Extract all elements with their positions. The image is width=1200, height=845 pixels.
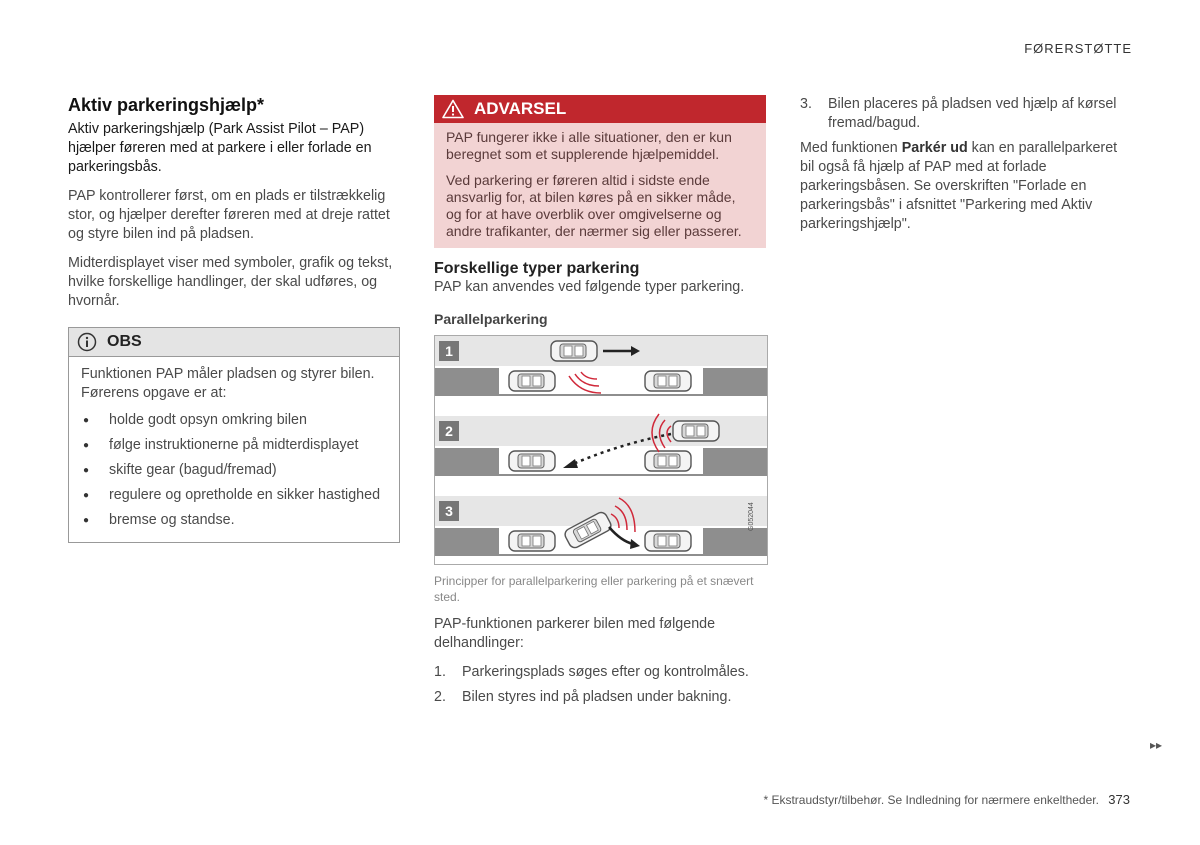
list-item: ● holde godt opsyn omkring bilen (81, 411, 387, 430)
svg-text:3: 3 (445, 503, 453, 519)
intro-paragraph: Aktiv parkeringshjælp (Park Assist Pilot – PAP) hjælper føreren med at parkere i eller forlade en parkeringsbås. (68, 121, 372, 175)
warning-header (434, 95, 766, 123)
warning-label: ADVARSEL (474, 99, 567, 118)
subsection-heading: Parallelparkering (434, 311, 548, 327)
svg-text:2: 2 (445, 423, 453, 439)
list-item: 2. Bilen styres ind på pladsen under bakning. (434, 689, 732, 705)
warning-body (434, 123, 766, 248)
procedure-steps-continued (800, 95, 1132, 133)
figure-code: G052044 (748, 502, 755, 531)
warning-text-1: PAP fungerer ikke i alle situationer, den er kun beregnet som et supplerende hjælpemiddel. (446, 129, 732, 162)
parking-diagram (435, 336, 767, 564)
sensor-waves (569, 372, 601, 393)
list-item: 1. Parkeringsplads søges efter og kontrolmåles. (434, 664, 749, 680)
parked-car (509, 451, 555, 471)
obs-box (68, 327, 400, 543)
moving-car (673, 421, 719, 441)
obs-text: Funktionen PAP måler pladsen og styrer bilen. Førerens opgave er at: (81, 366, 375, 401)
list-item: ● følge instruktionerne på midterdisplayet (81, 436, 387, 455)
list-item: ● regulere og opretholde en sikker hastighed (81, 486, 387, 505)
obs-header (69, 328, 399, 357)
park-out-paragraph: Med funktionen Parkér ud kan en parallelparkeret bil også få hjælp af PAP med at forlade parkeringsbåsen. Se overskriften "Forlade en parkeringsbås" i afsnittet "Parkering med Aktiv parkeringshjælp". (800, 140, 1118, 232)
step-label-3 (439, 501, 459, 521)
park-out-keyword: Parkér ud (901, 140, 968, 156)
parked-car (645, 451, 691, 471)
procedure-intro: PAP-funktionen parkerer bilen med følgende delhandlinger: (434, 616, 716, 651)
parked-car (645, 531, 691, 551)
section-intro: PAP kan anvendes ved følgende typer parkering. (434, 279, 745, 295)
list-item: ● skifte gear (bagud/fremad) (81, 461, 387, 480)
obs-body (69, 357, 399, 542)
column-right (800, 95, 1132, 244)
parked-car (509, 531, 555, 551)
page-number: 373 (1108, 792, 1130, 807)
footer-note: * Ekstraudstyr/tilbehør. Se Indledning for nærmere enkeltheder. (763, 793, 1099, 807)
warning-triangle-icon (442, 99, 464, 119)
step-label-1 (439, 341, 459, 361)
procedure-steps (434, 663, 766, 707)
column-left (68, 95, 400, 543)
paragraph-2: Midterdisplayet viser med symboler, grafik og tekst, hvilke forskellige handlinger, der skal udføres, og hvornår. (68, 255, 393, 309)
list-item: ● bremse og standse. (81, 511, 387, 530)
obs-label: OBS (107, 333, 142, 350)
paragraph-1: PAP kontrollerer først, om en plads er tilstrækkelig stor, og hjælper derefter føreren med at dreje rattet og styre bilen ind på pladsen. (68, 188, 390, 242)
footer (763, 792, 1130, 807)
warning-text-2: Ved parkering er føreren altid i sidste ende ansvarlig for, at bilen køres på en sikker måde, og for at have overblik over omgivelserne og andre trafikanter, der nærmer sig eller passerer. (446, 172, 742, 239)
parallel-parking-figure (434, 335, 768, 565)
list-item: 3. Bilen placeres på pladsen ved hjælp af kørsel fremad/bagud. (800, 96, 1117, 131)
obs-bullet-list (81, 411, 387, 530)
parked-car (509, 371, 555, 391)
moving-car (551, 341, 597, 361)
column-middle (434, 95, 766, 713)
warning-box (434, 95, 766, 248)
info-icon (77, 332, 97, 352)
double-arrow-right-icon: ▸▸ (1150, 738, 1163, 752)
page-title: Aktiv parkeringshjælp* (68, 95, 265, 115)
step-label-2 (439, 421, 459, 441)
parked-car (645, 371, 691, 391)
svg-text:1: 1 (445, 343, 453, 359)
section-header: FØRERSTØTTE (1024, 41, 1132, 56)
figure-caption: Principper for parallelparkering eller parkering på et snævert sted. (434, 574, 754, 604)
section-heading: Forskellige typer parkering (434, 260, 640, 277)
